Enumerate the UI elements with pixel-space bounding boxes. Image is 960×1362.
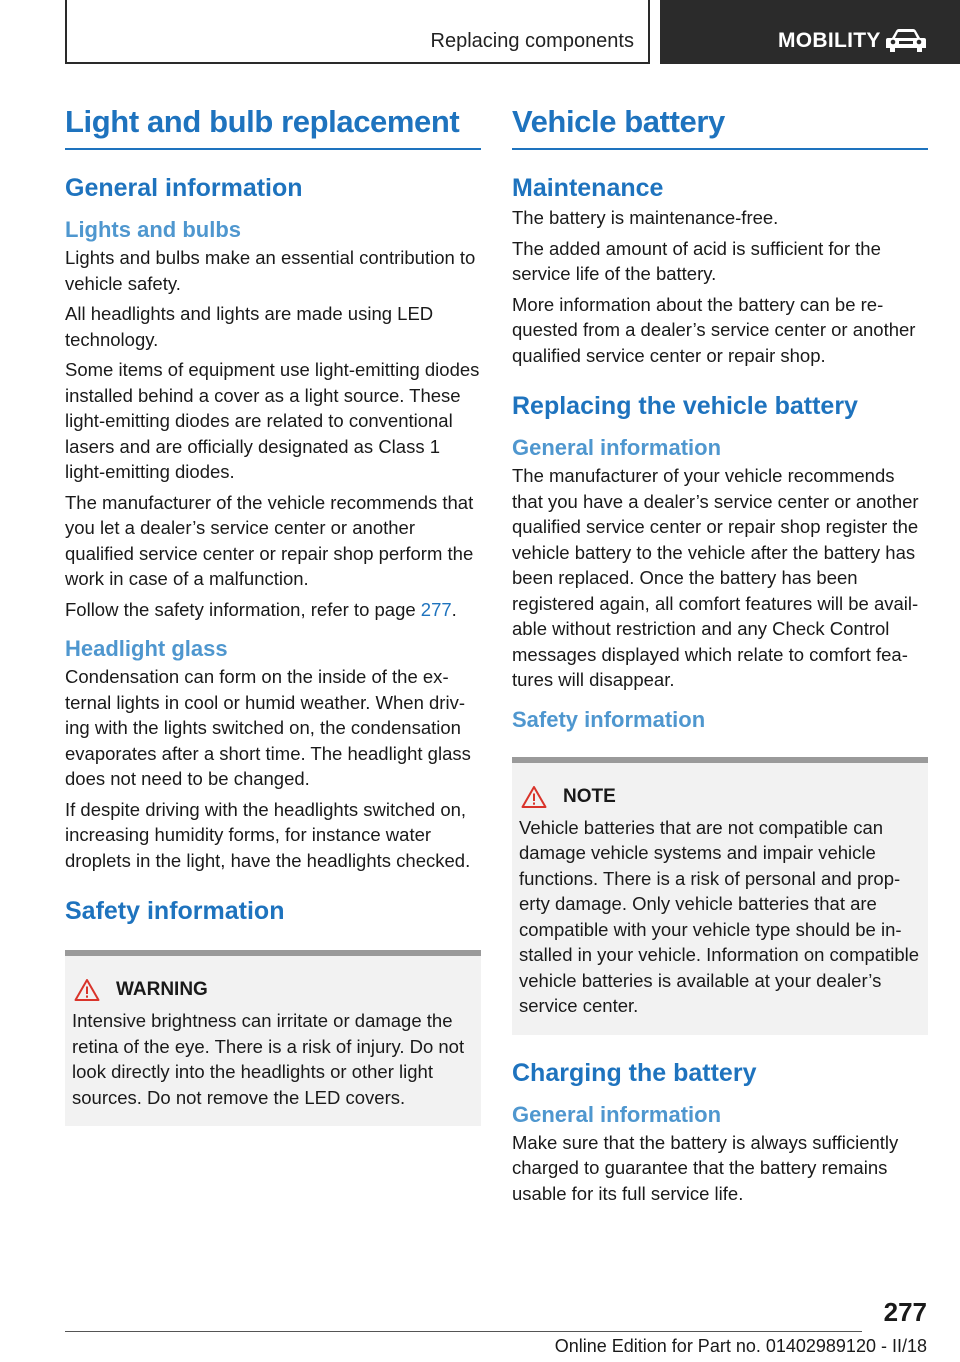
edition-text: Online Edition for Part no. 01402989120 - II/18 [554, 1336, 927, 1356]
paragraph: The manufacturer of your vehicle recommends that you have a dealer’s service center or another qualified service center or repair shop register the vehicle battery to the vehicle after the battery has been replaced. Once the battery has been registered again, all comfort features will be available without restriction and any Check Control messages displayed which relate to comfort features will disappear. [512, 465, 919, 690]
paragraph: The battery is maintenance-free. [512, 207, 779, 228]
lights-and-bulbs-heading: Lights and bulbs [65, 217, 241, 242]
warning-icon [521, 785, 547, 809]
general-information-heading: General information [512, 1101, 722, 1127]
safety-information-heading: Safety information [65, 897, 285, 925]
vehicle-battery-heading: Vehicle battery [512, 104, 928, 150]
reference-text: Follow the safety information, refer to page [65, 598, 421, 620]
note-label: NOTE [563, 785, 616, 807]
warning-box [65, 950, 481, 1126]
right-column [512, 104, 928, 1211]
footer-divider [65, 1331, 862, 1332]
car-icon [884, 27, 928, 55]
mobility-tab[interactable] [660, 0, 960, 64]
page-number: 277 [883, 1297, 927, 1327]
paragraph: Some items of equipment use light-emitting diodes installed behind a cover as a light source. These light-emitting diodes are related to conventional lasers and are officially designated as Class 1 light-emitting diodes. [65, 359, 480, 482]
warning-label: WARNING [116, 979, 208, 1000]
headlight-glass-heading: Headlight glass [65, 636, 228, 661]
note-box [512, 757, 928, 1035]
paragraph: Make sure that the battery is always sufficiently charged to guarantee that the battery remains usable for its full service life. [512, 1131, 899, 1204]
paragraph: All headlights and lights are made using LED technology. [65, 303, 434, 350]
charging-battery-heading: Charging the battery [512, 1058, 757, 1087]
page-reference-paragraph [65, 597, 481, 623]
paragraph: More information about the battery can be requested from a dealer’s service center or another qualified service center or repair shop. [512, 293, 916, 366]
maintenance-heading: Maintenance [512, 174, 664, 202]
paragraph: The manufacturer of the vehicle recommends that you let a dealer’s service center or another qualified service center or repair shop perform the work in case of a malfunction. [65, 491, 474, 589]
warning-header [72, 978, 474, 1002]
note-header [519, 785, 921, 809]
header-frame [65, 0, 650, 64]
page-link[interactable]: 277 [420, 598, 452, 620]
section-title: Replacing components [430, 30, 634, 52]
warning-icon [74, 978, 100, 1002]
left-column [65, 104, 481, 1126]
paragraph: If despite driving with the headlights switched on, increasing humidity forms, for instance water droplets in the light, have the headlights checked. [65, 798, 471, 871]
general-information-heading: General information [512, 435, 722, 460]
warning-text: Intensive brightness can irritate or damage the retina of the eye. There is a risk of injury. Do not look directly into the headlights or other light sources. Do not remove the LED covers. [72, 1010, 465, 1108]
safety-information-heading: Safety information [512, 706, 706, 732]
mobility-tab-label: MOBILITY [778, 29, 881, 52]
general-information-heading: General information [65, 174, 303, 202]
note-text: Vehicle batteries that are not compatible can damage vehicle systems and impair vehicle functions. There is a risk of personal and property damage. Only vehicle batteries that are compatible with your vehicle type should be installed in your vehicle. Information on compatible vehicle batteries is available at your dealer’s service center. [519, 816, 920, 1016]
reference-end: . [451, 598, 457, 620]
paragraph: Condensation can form on the inside of the external lights in cool or humid weather. When driving with the lights switched on, the condensation evaporates after a short time. The headlight glass does not need to be changed. [65, 666, 471, 789]
replacing-battery-heading: Replacing the vehicle battery [512, 392, 858, 420]
paragraph: The added amount of acid is sufficient for the service life of the battery. [512, 237, 881, 284]
light-replacement-heading: Light and bulb replacement [65, 104, 481, 150]
paragraph: Lights and bulbs make an essential contribution to vehicle safety. [65, 247, 476, 294]
